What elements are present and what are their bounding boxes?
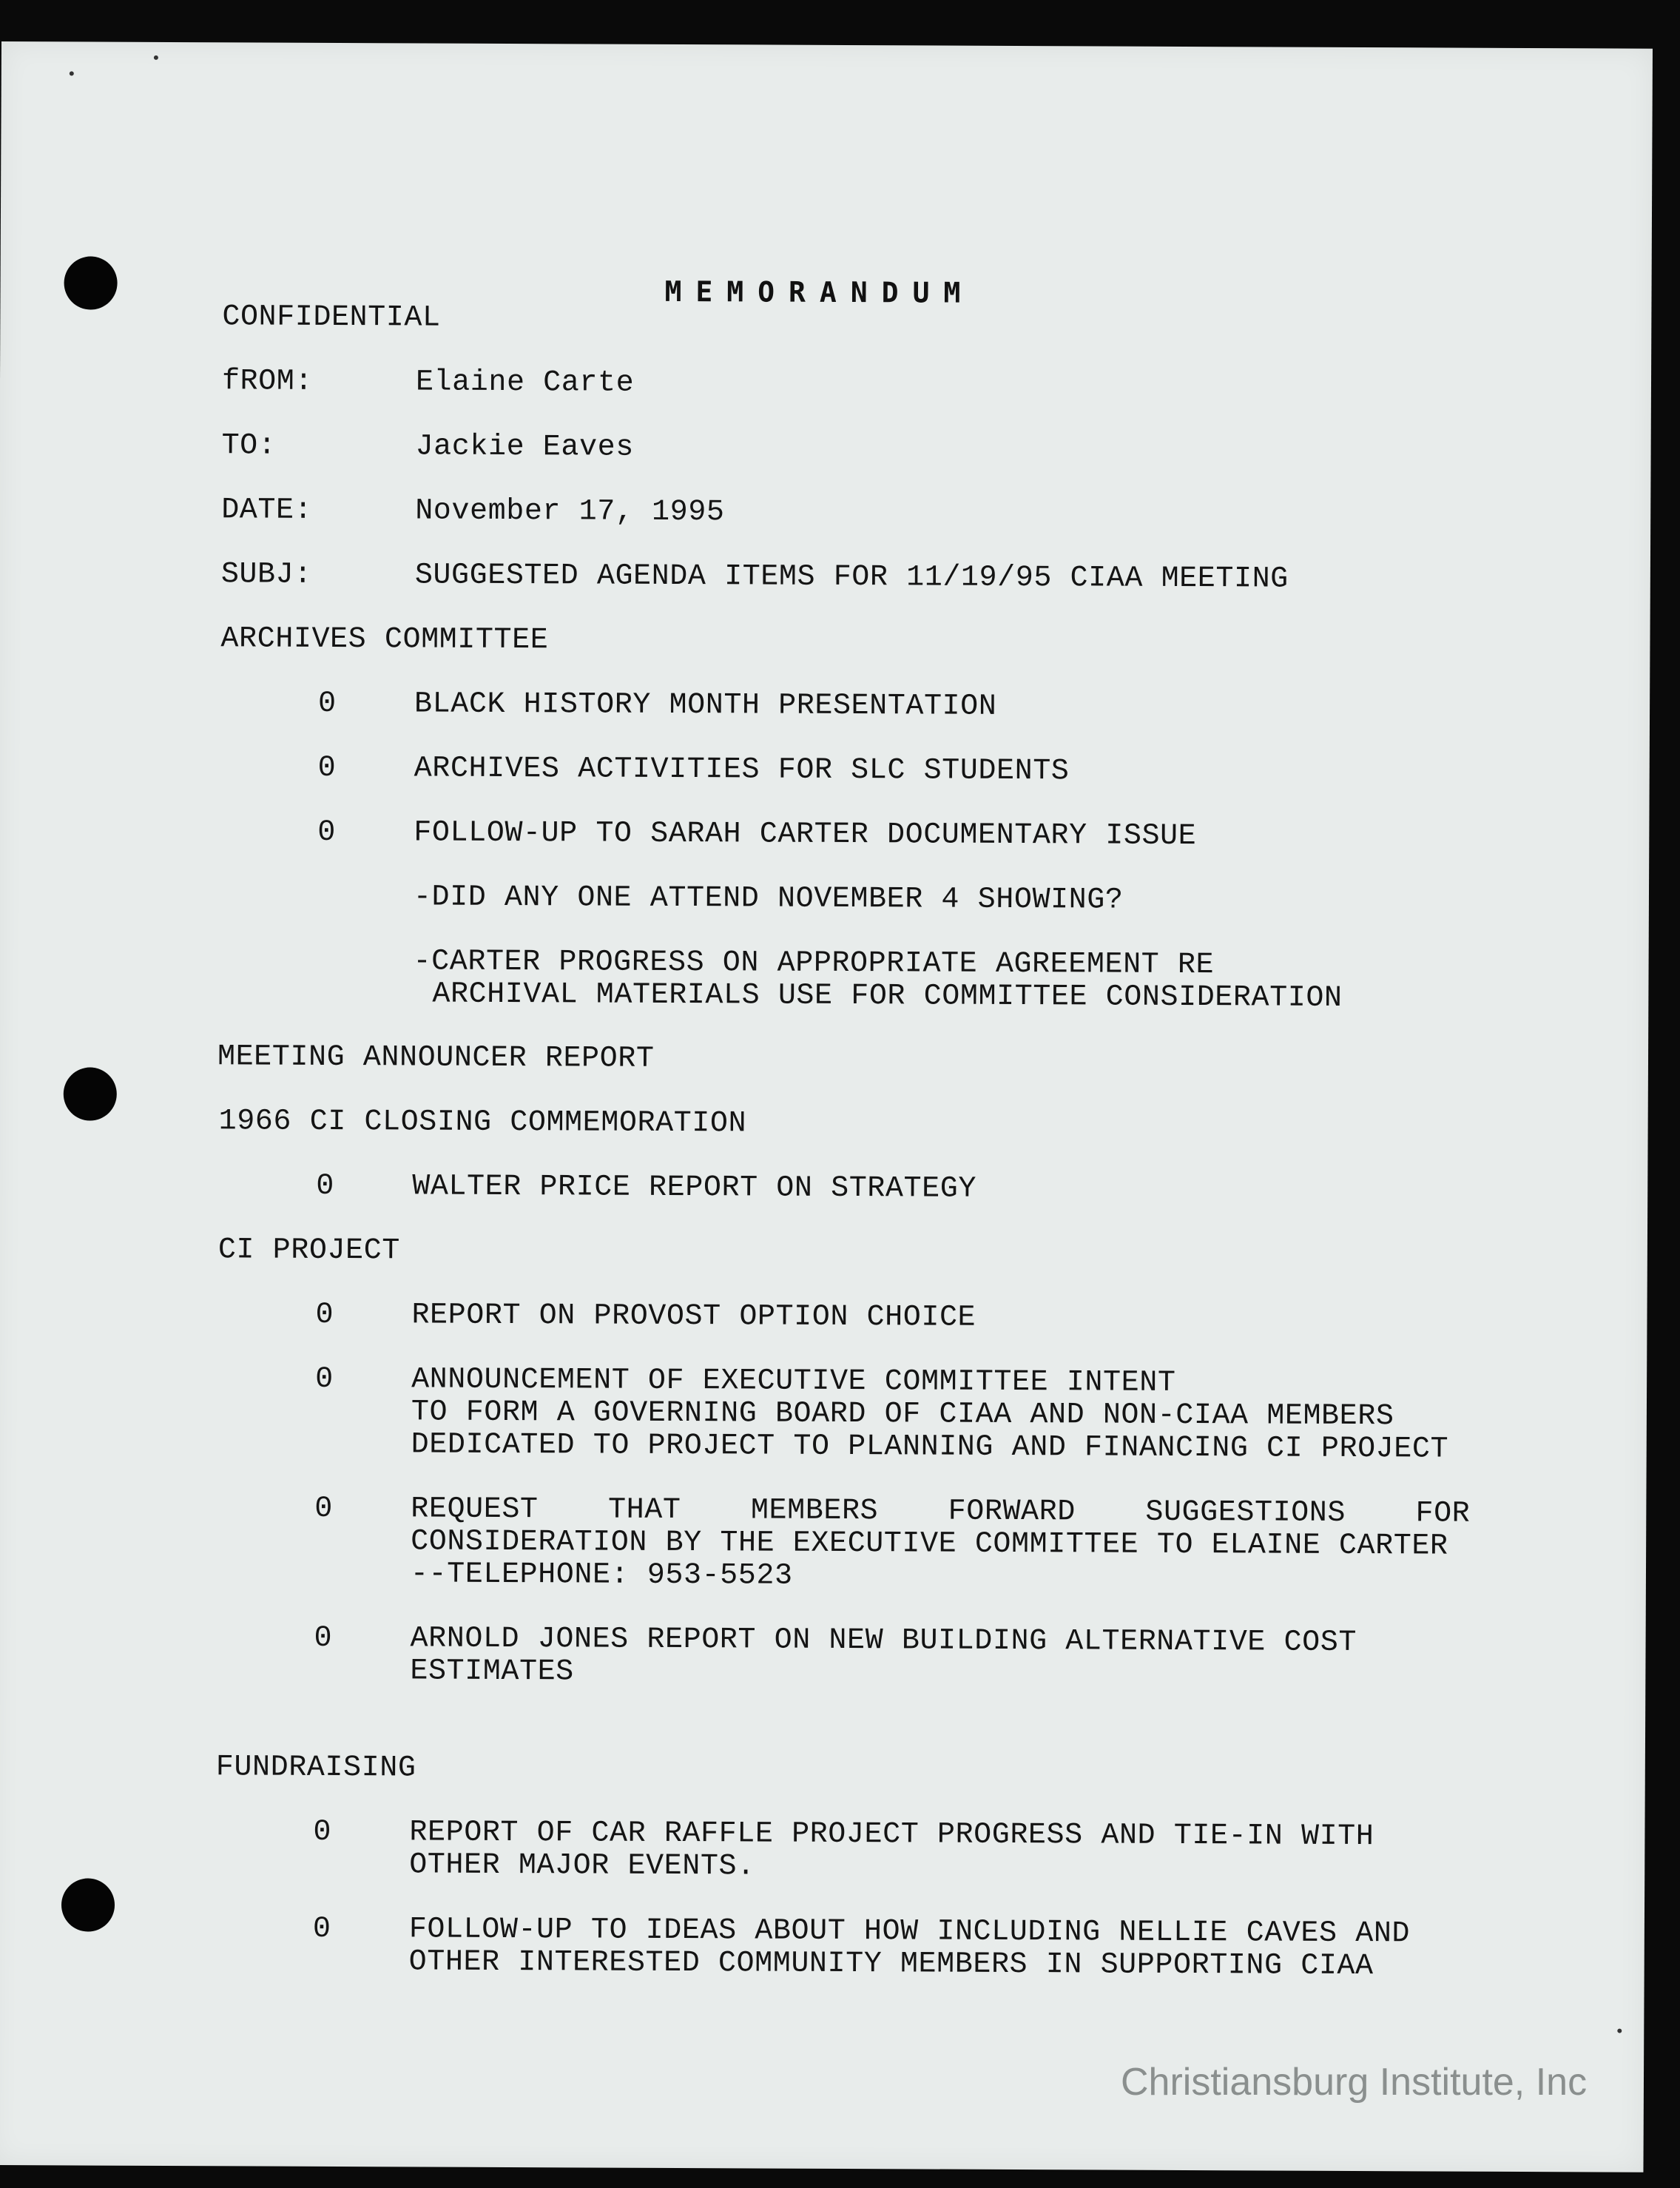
bullet-marker: 0 <box>314 1492 334 1526</box>
paper-speck <box>1617 2029 1622 2033</box>
agenda-subitem: -CARTER PROGRESS ON APPROPRIATE AGREEMENT RE <box>413 945 1215 983</box>
section-heading-closing: 1966 CI CLOSING COMMEMORATION <box>218 1105 747 1141</box>
paper-speck <box>154 55 158 60</box>
agenda-item: BLACK HISTORY MONTH PRESENTATION <box>414 687 997 724</box>
bullet-marker: 0 <box>314 1621 333 1655</box>
agenda-item: FOLLOW-UP TO SARAH CARTER DOCUMENTARY ISSUE <box>414 816 1197 854</box>
agenda-subitem: -DID ANY ONE ATTEND NOVEMBER 4 SHOWING? <box>413 881 1124 918</box>
agenda-item-line: ESTIMATES <box>410 1655 574 1689</box>
date-label: DATE: <box>221 494 313 528</box>
bullet-marker: 0 <box>315 1298 334 1332</box>
watermark-text: Christiansburg Institute, Inc <box>1121 2061 1588 2104</box>
bullet-marker: 0 <box>315 1362 334 1396</box>
to-label: TO: <box>221 429 277 463</box>
agenda-item-line: CONSIDERATION BY THE EXECUTIVE COMMITTEE TO ELAINE CARTER <box>411 1525 1448 1563</box>
punch-hole-middle <box>64 1067 117 1120</box>
agenda-item-line: OTHER MAJOR EVENTS. <box>409 1848 755 1884</box>
subject-label: SUBJ: <box>220 558 312 592</box>
section-heading-ci-project: CI PROJECT <box>217 1233 401 1268</box>
bullet-marker: 0 <box>312 1912 331 1946</box>
agenda-subitem: ARCHIVAL MATERIALS USE FOR COMMITTEE CONSIDERATION <box>432 977 1343 1015</box>
paper-speck <box>70 71 74 75</box>
agenda-item: ARCHIVES ACTIVITIES FOR SLC STUDENTS <box>414 752 1070 789</box>
section-heading-fundraising: FUNDRAISING <box>215 1751 416 1785</box>
punch-hole-bottom <box>61 1878 115 1931</box>
agenda-item-line: ANNOUNCEMENT OF EXECUTIVE COMMITTEE INTENT <box>411 1363 1176 1400</box>
agenda-item-line: REPORT OF CAR RAFFLE PROJECT PROGRESS AND TIE-IN WITH <box>409 1816 1374 1854</box>
bullet-marker: 0 <box>317 751 337 785</box>
date-value: November 17, 1995 <box>415 494 725 530</box>
from-label: fROM: <box>221 365 314 399</box>
agenda-item: WALTER PRICE REPORT ON STRATEGY <box>412 1170 977 1206</box>
bullet-marker: 0 <box>313 1815 332 1849</box>
bullet-marker: 0 <box>316 1169 334 1203</box>
agenda-item-line: TO FORM A GOVERNING BOARD OF CIAA AND NON-CIAA MEMBERS <box>411 1396 1394 1434</box>
from-value: Elaine Carte <box>415 366 635 400</box>
punch-hole-top <box>64 256 117 309</box>
section-heading-archives: ARCHIVES COMMITTEE <box>220 622 549 658</box>
agenda-item-line: ARNOLD JONES REPORT ON NEW BUILDING ALTERNATIVE COST <box>410 1622 1357 1660</box>
section-heading-announcer: MEETING ANNOUNCER REPORT <box>217 1040 655 1076</box>
bullet-marker: 0 <box>317 815 337 849</box>
classification-label: CONFIDENTIAL <box>222 300 441 335</box>
to-value: Jackie Eaves <box>415 430 634 465</box>
memo-title: MEMORANDUM <box>664 275 975 309</box>
memo-page <box>0 41 1653 2172</box>
bullet-marker: 0 <box>317 687 337 721</box>
agenda-item-line: REQUEST THAT MEMBERS FORWARD SUGGESTIONS FOR <box>411 1492 1471 1531</box>
subject-value: SUGGESTED AGENDA ITEMS FOR 11/19/95 CIAA MEETING <box>414 559 1289 596</box>
agenda-item: REPORT ON PROVOST OPTION CHOICE <box>411 1299 976 1335</box>
agenda-item-line: --TELEPHONE: 953-5523 <box>410 1558 793 1593</box>
agenda-item-line: DEDICATED TO PROJECT TO PLANNING AND FINANCING CI PROJECT <box>411 1428 1449 1467</box>
agenda-item-line: OTHER INTERESTED COMMUNITY MEMBERS IN SUPPORTING CIAA <box>408 1945 1374 1984</box>
agenda-item-line: FOLLOW-UP TO IDEAS ABOUT HOW INCLUDING NELLIE CAVES AND <box>408 1913 1411 1951</box>
